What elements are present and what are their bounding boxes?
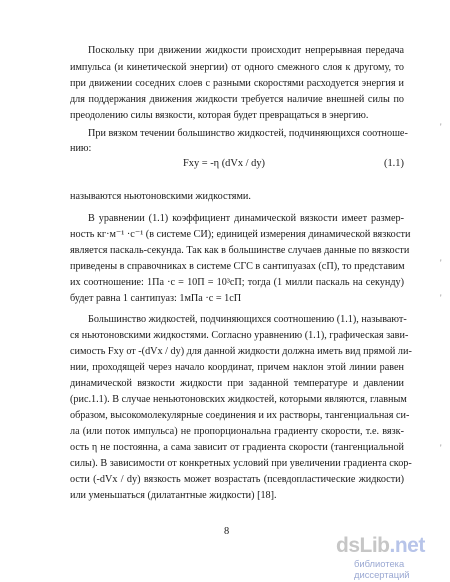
text-line: называются ньютоновскими жидкостями. (70, 191, 251, 202)
text-line: силы). В зависимости от конкретных условий при увеличении градиента скор- (70, 458, 412, 469)
text-line: ла (или поток импульса) не пропорциональна градиенту скорости, т.е. вязк- (70, 426, 404, 437)
text-line: импульса (и кинетической энергии) от одного смежного слоя к другому, то (70, 62, 404, 73)
text-line: При вязком течении большинство жидкостей, подчиняющихся соотноше- (88, 128, 408, 139)
text-line: нии, проходящей через начало координат, причем наклон этой линии равен (70, 362, 404, 373)
text-line: Поскольку при движении жидкости происходит непрерывная передача (88, 45, 404, 56)
site-watermark (336, 534, 446, 580)
text-line: будет равна 1 сантипуаз: 1мПа ·с = 1сП (70, 293, 242, 304)
text-line: динамической вязкости жидкости при заданной температуре и давлении (70, 378, 404, 389)
text-line: Большинство жидкостей, подчиняющихся соотношению (1.1), называют- (88, 314, 407, 325)
text-line: симость Fxy от -(dVx / dy) для данной жидкости должна иметь вид прямой ли- (70, 346, 412, 357)
text-line: ся ньютоновскими жидкостями. Согласно уравнению (1.1), графическая зави- (70, 330, 409, 341)
watermark-logo-part-a: dsLib (336, 534, 390, 557)
text-line: ости (-dVx / dy) вязкость может возрастать (псевдопластические жидкости) (70, 474, 404, 485)
watermark-subtitle: библиотека диссертаций (354, 558, 410, 580)
text-line: ость η не постоянна, а сама зависит от градиента скорости (тангенциальной (70, 442, 404, 453)
text-line: приведены в справочниках в системе СГС в сантипуазах (сП), то представим (70, 261, 405, 272)
scan-mark: ' (440, 258, 442, 268)
text-line: при движении соседних слоев с разными скоростями расходуется энергия и (70, 78, 404, 89)
watermark-logo-part-b: .net (389, 534, 425, 557)
text-line: или уменьшаться (дилатантные жидкости) [18]. (70, 490, 277, 501)
text-line: преодолению силы вязкости, которая будет превращаться в энергию. (70, 110, 369, 121)
equation-number: (1.1) (384, 158, 404, 169)
text-line: (рис.1.1). В случае неньютоновских жидкостей, которыми являются, главным (70, 394, 407, 405)
text-line: ность кг·м⁻¹ ·с⁻¹ (в системе СИ); единицей измерения динамической вязкости (70, 229, 411, 240)
scan-mark: ' (440, 443, 442, 453)
text-line: является паскаль-секунда. Так как в большинстве случаев данные по вязкости (70, 245, 410, 256)
page-number: 8 (224, 526, 230, 537)
watermark-logo (336, 534, 446, 558)
text-line: для поддержания движения жидкости требуется наличие внешней силы по (70, 94, 404, 105)
scan-mark: ' (440, 293, 442, 303)
text-line: их соотношение: 1Па ·с = 10П = 10³сП; тогда (1 милли паскаль на секунду) (70, 277, 404, 288)
equation: Fxy = -η (dVx / dy) (183, 158, 266, 169)
text-line: В уравнении (1.1) коэффициент динамической вязкости имеет размер- (88, 213, 404, 224)
scan-mark: ' (440, 122, 442, 132)
text-line: образом, высокомолекулярные соединения и их растворы, тангенциальная си- (70, 410, 410, 421)
text-line: нию: (70, 143, 92, 154)
